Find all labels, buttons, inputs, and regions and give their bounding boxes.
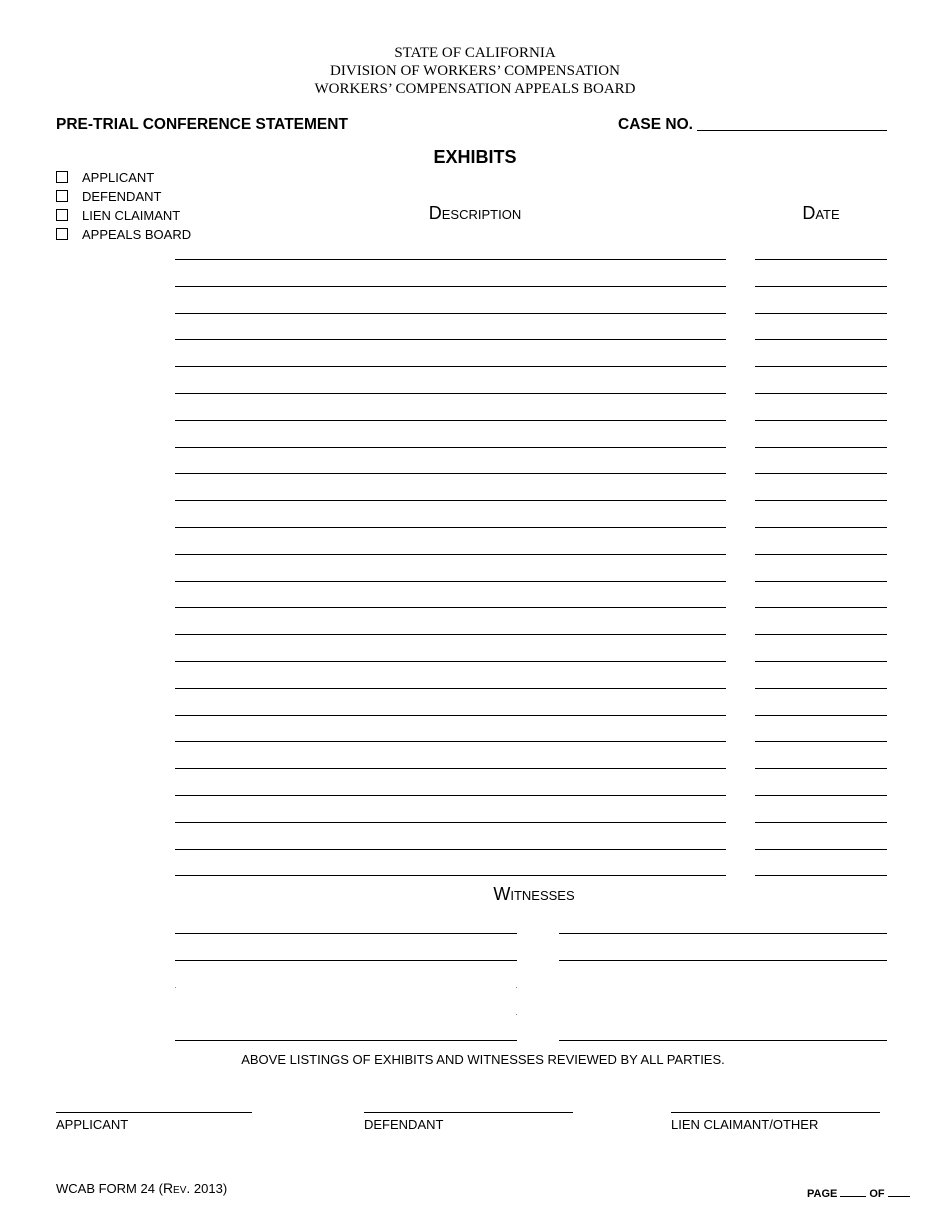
exhibit-description-line[interactable] — [175, 393, 726, 394]
exhibit-description-line[interactable] — [175, 661, 726, 662]
page-total-field[interactable] — [888, 1196, 910, 1197]
header-state: STATE OF CALIFORNIA — [394, 45, 556, 61]
exhibit-date-line[interactable] — [755, 339, 887, 340]
faint-dot — [516, 987, 517, 988]
exhibit-description-line[interactable] — [175, 527, 726, 528]
exhibit-date-line[interactable] — [755, 661, 887, 662]
party-label: LIEN CLAIMANT — [82, 208, 181, 223]
exhibit-date-line[interactable] — [755, 715, 887, 716]
exhibit-date-line[interactable] — [755, 849, 887, 850]
exhibit-date-line[interactable] — [755, 581, 887, 582]
exhibit-date-line[interactable] — [755, 500, 887, 501]
exhibit-description-line[interactable] — [175, 420, 726, 421]
exhibit-description-line[interactable] — [175, 849, 726, 850]
exhibit-date-line[interactable] — [755, 634, 887, 635]
exhibit-description-line[interactable] — [175, 581, 726, 582]
party-checkbox[interactable] — [56, 171, 68, 183]
form-number-value: 24 — [140, 1181, 155, 1196]
faint-dot — [175, 987, 176, 988]
exhibit-description-line[interactable] — [175, 822, 726, 823]
exhibit-date-line[interactable] — [755, 366, 887, 367]
party-label: APPLICANT — [82, 170, 155, 185]
exhibit-description-line[interactable] — [175, 741, 726, 742]
exhibit-date-line[interactable] — [755, 393, 887, 394]
page-label: PAGE — [807, 1188, 838, 1200]
form-prefix: WCAB FORM — [56, 1181, 137, 1196]
exhibit-description-line[interactable] — [175, 286, 726, 287]
form-title: PRE-TRIAL CONFERENCE STATEMENT — [56, 116, 348, 133]
exhibit-date-line[interactable] — [755, 875, 887, 876]
exhibit-date-line[interactable] — [755, 688, 887, 689]
exhibit-description-line[interactable] — [175, 607, 726, 608]
witness-line[interactable] — [559, 1040, 887, 1041]
exhibit-description-line[interactable] — [175, 447, 726, 448]
party-label: DEFENDANT — [82, 189, 162, 204]
case-no-label: CASE NO. — [618, 116, 693, 133]
exhibit-description-line[interactable] — [175, 339, 726, 340]
exhibit-description-line[interactable] — [175, 554, 726, 555]
exhibit-date-line[interactable] — [755, 286, 887, 287]
exhibits-title: EXHIBITS — [433, 147, 517, 167]
witness-line[interactable] — [175, 933, 517, 934]
party-checkbox[interactable] — [56, 228, 68, 240]
exhibit-description-line[interactable] — [175, 500, 726, 501]
witness-line[interactable] — [559, 933, 887, 934]
exhibit-description-line[interactable] — [175, 313, 726, 314]
lien-claimant-signature-label: LIEN CLAIMANT/OTHER — [671, 1117, 819, 1132]
exhibit-date-line[interactable] — [755, 447, 887, 448]
exhibit-description-line[interactable] — [175, 688, 726, 689]
exhibit-date-line[interactable] — [755, 741, 887, 742]
party-label: APPEALS BOARD — [82, 227, 192, 242]
date-column-header: Date — [802, 203, 840, 223]
exhibit-description-line[interactable] — [175, 634, 726, 635]
exhibit-date-line[interactable] — [755, 795, 887, 796]
exhibit-date-line[interactable] — [755, 607, 887, 608]
rev-year: 2013 — [193, 1181, 223, 1196]
exhibit-description-line[interactable] — [175, 768, 726, 769]
exhibit-description-line[interactable] — [175, 473, 726, 474]
witness-line[interactable] — [175, 1040, 517, 1041]
lien-claimant-signature-line[interactable] — [671, 1112, 880, 1113]
exhibit-description-line[interactable] — [175, 875, 726, 876]
exhibit-date-line[interactable] — [755, 473, 887, 474]
exhibit-date-line[interactable] — [755, 768, 887, 769]
description-column-header: Description — [428, 203, 522, 223]
review-note: ABOVE LISTINGS OF EXHIBITS AND WITNESSES REVIEWED BY ALL PARTIES. — [241, 1052, 725, 1067]
exhibit-description-line[interactable] — [175, 259, 726, 260]
exhibit-date-line[interactable] — [755, 313, 887, 314]
exhibit-date-line[interactable] — [755, 420, 887, 421]
applicant-signature-line[interactable] — [56, 1112, 252, 1113]
form-number: WCAB FORM 24 (Rev. 2013) — [56, 1180, 228, 1196]
defendant-signature-line[interactable] — [364, 1112, 573, 1113]
page-number-field[interactable] — [840, 1196, 866, 1197]
header-division: DIVISION OF WORKERS’ COMPENSATION — [330, 63, 620, 79]
page-indicator — [807, 1188, 910, 1200]
witness-line[interactable] — [175, 960, 517, 961]
exhibit-date-line[interactable] — [755, 527, 887, 528]
witnesses-title: Witnesses — [493, 884, 575, 904]
party-checkbox[interactable] — [56, 209, 68, 221]
party-checkbox[interactable] — [56, 190, 68, 202]
exhibit-date-line[interactable] — [755, 259, 887, 260]
exhibit-date-line[interactable] — [755, 554, 887, 555]
header-board: WORKERS’ COMPENSATION APPEALS BOARD — [314, 81, 636, 97]
case-no-field[interactable] — [697, 130, 887, 131]
rev-word: Rev. — [162, 1180, 191, 1196]
exhibit-description-line[interactable] — [175, 795, 726, 796]
applicant-signature-label: APPLICANT — [56, 1117, 129, 1132]
exhibit-description-line[interactable] — [175, 366, 726, 367]
witness-line[interactable] — [559, 960, 887, 961]
exhibit-description-line[interactable] — [175, 715, 726, 716]
faint-dot — [516, 1014, 517, 1015]
defendant-signature-label: DEFENDANT — [364, 1117, 444, 1132]
of-label: OF — [869, 1188, 885, 1200]
exhibit-date-line[interactable] — [755, 822, 887, 823]
